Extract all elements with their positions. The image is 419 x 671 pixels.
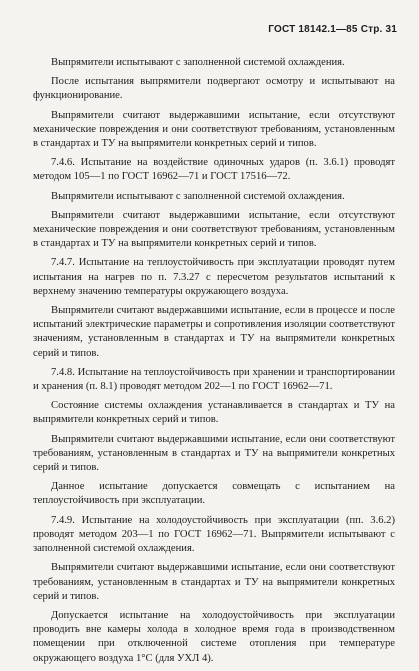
paragraph: Выпрямители считают выдержавшими испытание, если отсутствуют механические повреждения и они соответствуют требованиям, установленным в стандартах и ТУ на выпрямители конкретных серий и типов. bbox=[33, 209, 395, 250]
paragraph: 7.4.8. Испытание на теплоустойчивость при хранении и транспортировании и хранения (п. 8.1) проводят методом 202—1 по ГОСТ 16962—71. bbox=[33, 366, 395, 393]
paragraph: После испытания выпрямители подвергают осмотру и испытывают на функционирование. bbox=[33, 76, 395, 102]
paragraph: Выпрямители считают выдержавшими испытание, если в процессе и после испытаний электрические параметры и сопротивления изоляции соответствуют значениям, установленным в стандартах и ТУ на выпрямители конкретных серий и типов. bbox=[33, 305, 395, 359]
paragraph: Состояние системы охлаждения устанавливается в стандартах и ТУ на выпрямители конкретных серий и типов. bbox=[33, 400, 395, 426]
paragraph: Выпрямители считают выдержавшими испытание, если отсутствуют механические повреждения и они соответствуют требованиям, установленным в стандартах и ТУ на выпрямители конкретных серий и типов. bbox=[33, 109, 395, 150]
paragraph: 7.4.9. Испытание на холодоустойчивость при эксплуатации (пп. 3.6.2) проводят методом 203—1 по ГОСТ 16962—71. Выпрямители испытывают с заполненной системой охлаждения. bbox=[33, 514, 395, 555]
document-body bbox=[33, 56, 395, 671]
paragraph: 7.4.6. Испытание на воздействие одиночных ударов (п. 3.6.1) проводят методом 105—1 по ГОСТ 16962—71 и ГОСТ 17516—72. bbox=[33, 157, 395, 183]
paragraph: Выпрямители считают выдержавшими испытание, если они соответствуют требованиям, установленным в стандартах и ТУ на выпрямители конкретных серий и типов. bbox=[33, 433, 395, 474]
paragraph: Данное испытание допускается совмещать с испытанием на теплоустойчивость при эксплуатации. bbox=[33, 481, 395, 507]
paragraph: Выпрямители испытывают с заполненной системой охлаждения. bbox=[51, 190, 345, 202]
page-header bbox=[268, 24, 397, 35]
paragraph: Допускается испытание на холодоустойчивость при эксплуатации проводить вне камеры холода в холодное время года в производственном помещении при отключенной системе отопления при температуре окружающего воздуха 1°С (для УХЛ 4). bbox=[33, 609, 395, 664]
page-number: Стр. 31 bbox=[360, 24, 397, 35]
paragraph: Выпрямители испытывают с заполненной системой охлаждения. bbox=[51, 57, 345, 68]
paragraph: 7.4.7. Испытание на теплоустойчивость при эксплуатации проводят путем испытания на нагрев по п. 7.3.27 с пересчетом результатов испытаний к верхнему значению температуры окружающего воздуха. bbox=[33, 257, 395, 297]
standard-code: ГОСТ 18142.1—85 bbox=[268, 24, 358, 35]
paragraph: Выпрямители считают выдержавшими испытание, если они соответствуют требованиям, установленным в стандартах и ТУ на выпрямители конкретных серий и типов. bbox=[33, 562, 395, 602]
